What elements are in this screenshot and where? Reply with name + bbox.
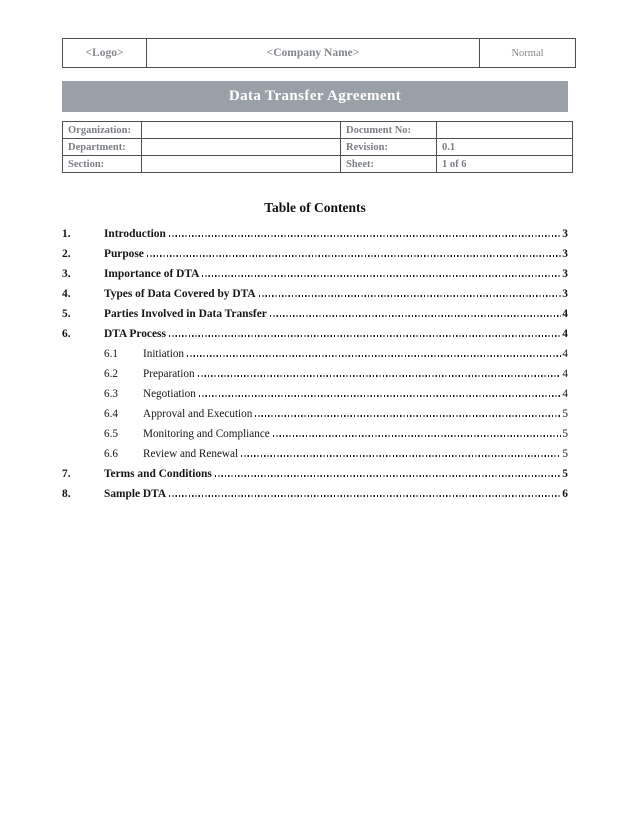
section-value[interactable] [142, 156, 341, 173]
department-label: Department: [63, 139, 142, 156]
toc-entry-page: 4 [562, 368, 568, 380]
department-value[interactable] [142, 139, 341, 156]
toc-entry-title: Review and Renewal [143, 448, 239, 460]
toc-entry-preparation[interactable] [62, 368, 568, 388]
toc-entry-monitoring-and-compliance[interactable] [62, 428, 568, 448]
toc-entry-number: 6.3 [104, 388, 118, 400]
toc-entry-page: 4 [562, 388, 568, 400]
toc-entry-number: 6. [62, 328, 71, 340]
toc-entry-number: 6.1 [104, 348, 118, 360]
toc-entry-number: 5. [62, 308, 71, 320]
dot-leader [202, 275, 561, 277]
toc-entry-page: 4 [562, 308, 568, 320]
revision-value[interactable]: 0.1 [437, 139, 573, 156]
toc-entry-dta-process[interactable] [62, 328, 568, 348]
meta-row [63, 122, 573, 139]
company-cell: <Company Name> [147, 39, 480, 68]
toc-entry-title: Introduction [104, 228, 166, 240]
dot-leader [215, 475, 561, 477]
toc-list [62, 228, 568, 508]
toc-entry-title: Monitoring and Compliance [143, 428, 270, 440]
document-no-value[interactable] [437, 122, 573, 139]
toc-entry-types-of-data[interactable] [62, 288, 568, 308]
sheet-label: Sheet: [341, 156, 437, 173]
toc-entry-page: 4 [562, 328, 568, 340]
toc-entry-page: 3 [562, 248, 568, 260]
toc-entry-number: 8. [62, 488, 71, 500]
toc-entry-number: 6.4 [104, 408, 118, 420]
meta-row [63, 156, 573, 173]
toc-entry-page: 3 [562, 288, 568, 300]
toc-entry-number: 2. [62, 248, 71, 260]
header-table [62, 38, 576, 68]
toc-entry-number: 7. [62, 468, 71, 480]
dot-leader [187, 355, 561, 357]
dot-leader [199, 395, 562, 397]
dot-leader [198, 375, 562, 377]
toc-entry-page: 5 [562, 428, 568, 440]
dot-leader [169, 495, 561, 497]
toc-entry-approval-and-execution[interactable] [62, 408, 568, 428]
toc-entry-title: Terms and Conditions [104, 468, 212, 480]
toc-entry-number: 6.2 [104, 368, 118, 380]
toc-entry-initiation[interactable] [62, 348, 568, 368]
dot-leader [147, 255, 561, 257]
toc-entry-page: 5 [562, 448, 568, 460]
toc-entry-number: 3. [62, 268, 71, 280]
dot-leader [270, 315, 561, 317]
logo-cell: <Logo> [63, 39, 147, 68]
meta-row [63, 139, 573, 156]
toc-entry-parties-involved[interactable] [62, 308, 568, 328]
toc-entry-title: Sample DTA [104, 488, 167, 500]
toc-heading: Table of Contents [264, 200, 366, 215]
toc-entry-title: Parties Involved in Data Transfer [104, 308, 267, 320]
toc-entry-title: Negotiation [143, 388, 196, 400]
dot-leader [169, 335, 561, 337]
dot-leader [255, 415, 561, 417]
toc-entry-page: 5 [562, 408, 568, 420]
revision-label: Revision: [341, 139, 437, 156]
toc-entry-importance-of-dta[interactable] [62, 268, 568, 288]
organization-label: Organization: [63, 122, 142, 139]
toc-entry-title: Approval and Execution [143, 408, 253, 420]
header-row [63, 39, 576, 68]
doc-type-cell: Normal [480, 39, 576, 68]
document-no-label: Document No: [341, 122, 437, 139]
toc-entry-page: 3 [562, 228, 568, 240]
toc-entry-page: 6 [562, 488, 568, 500]
meta-table [62, 121, 573, 173]
toc-entry-title: Importance of DTA [104, 268, 200, 280]
toc-entry-title: Purpose [104, 248, 144, 260]
toc-entry-page: 5 [562, 468, 568, 480]
toc-entry-purpose[interactable] [62, 248, 568, 268]
toc-entry-page: 4 [562, 348, 568, 360]
dot-leader [259, 295, 562, 297]
toc-entry-sample-dta[interactable] [62, 488, 568, 508]
dot-leader [241, 455, 561, 457]
toc-entry-title: Types of Data Covered by DTA [104, 288, 256, 300]
toc-entry-negotiation[interactable] [62, 388, 568, 408]
toc-entry-terms-and-conditions[interactable] [62, 468, 568, 488]
dot-leader [169, 235, 561, 237]
toc-entry-number: 1. [62, 228, 71, 240]
page-content [62, 38, 568, 508]
sheet-value[interactable]: 1 of 6 [437, 156, 573, 173]
toc-entry-title: Preparation [143, 368, 195, 380]
toc-entry-page: 3 [562, 268, 568, 280]
toc-entry-title: DTA Process [104, 328, 166, 340]
title-banner: Data Transfer Agreement [62, 81, 568, 112]
toc-entry-title: Initiation [143, 348, 185, 360]
dot-leader [273, 435, 562, 437]
toc-entry-number: 4. [62, 288, 71, 300]
toc-entry-number: 6.6 [104, 448, 118, 460]
toc-entry-introduction[interactable] [62, 228, 568, 248]
toc-entry-review-and-renewal[interactable] [62, 448, 568, 468]
toc-entry-number: 6.5 [104, 428, 118, 440]
section-label: Section: [63, 156, 142, 173]
organization-value[interactable] [142, 122, 341, 139]
